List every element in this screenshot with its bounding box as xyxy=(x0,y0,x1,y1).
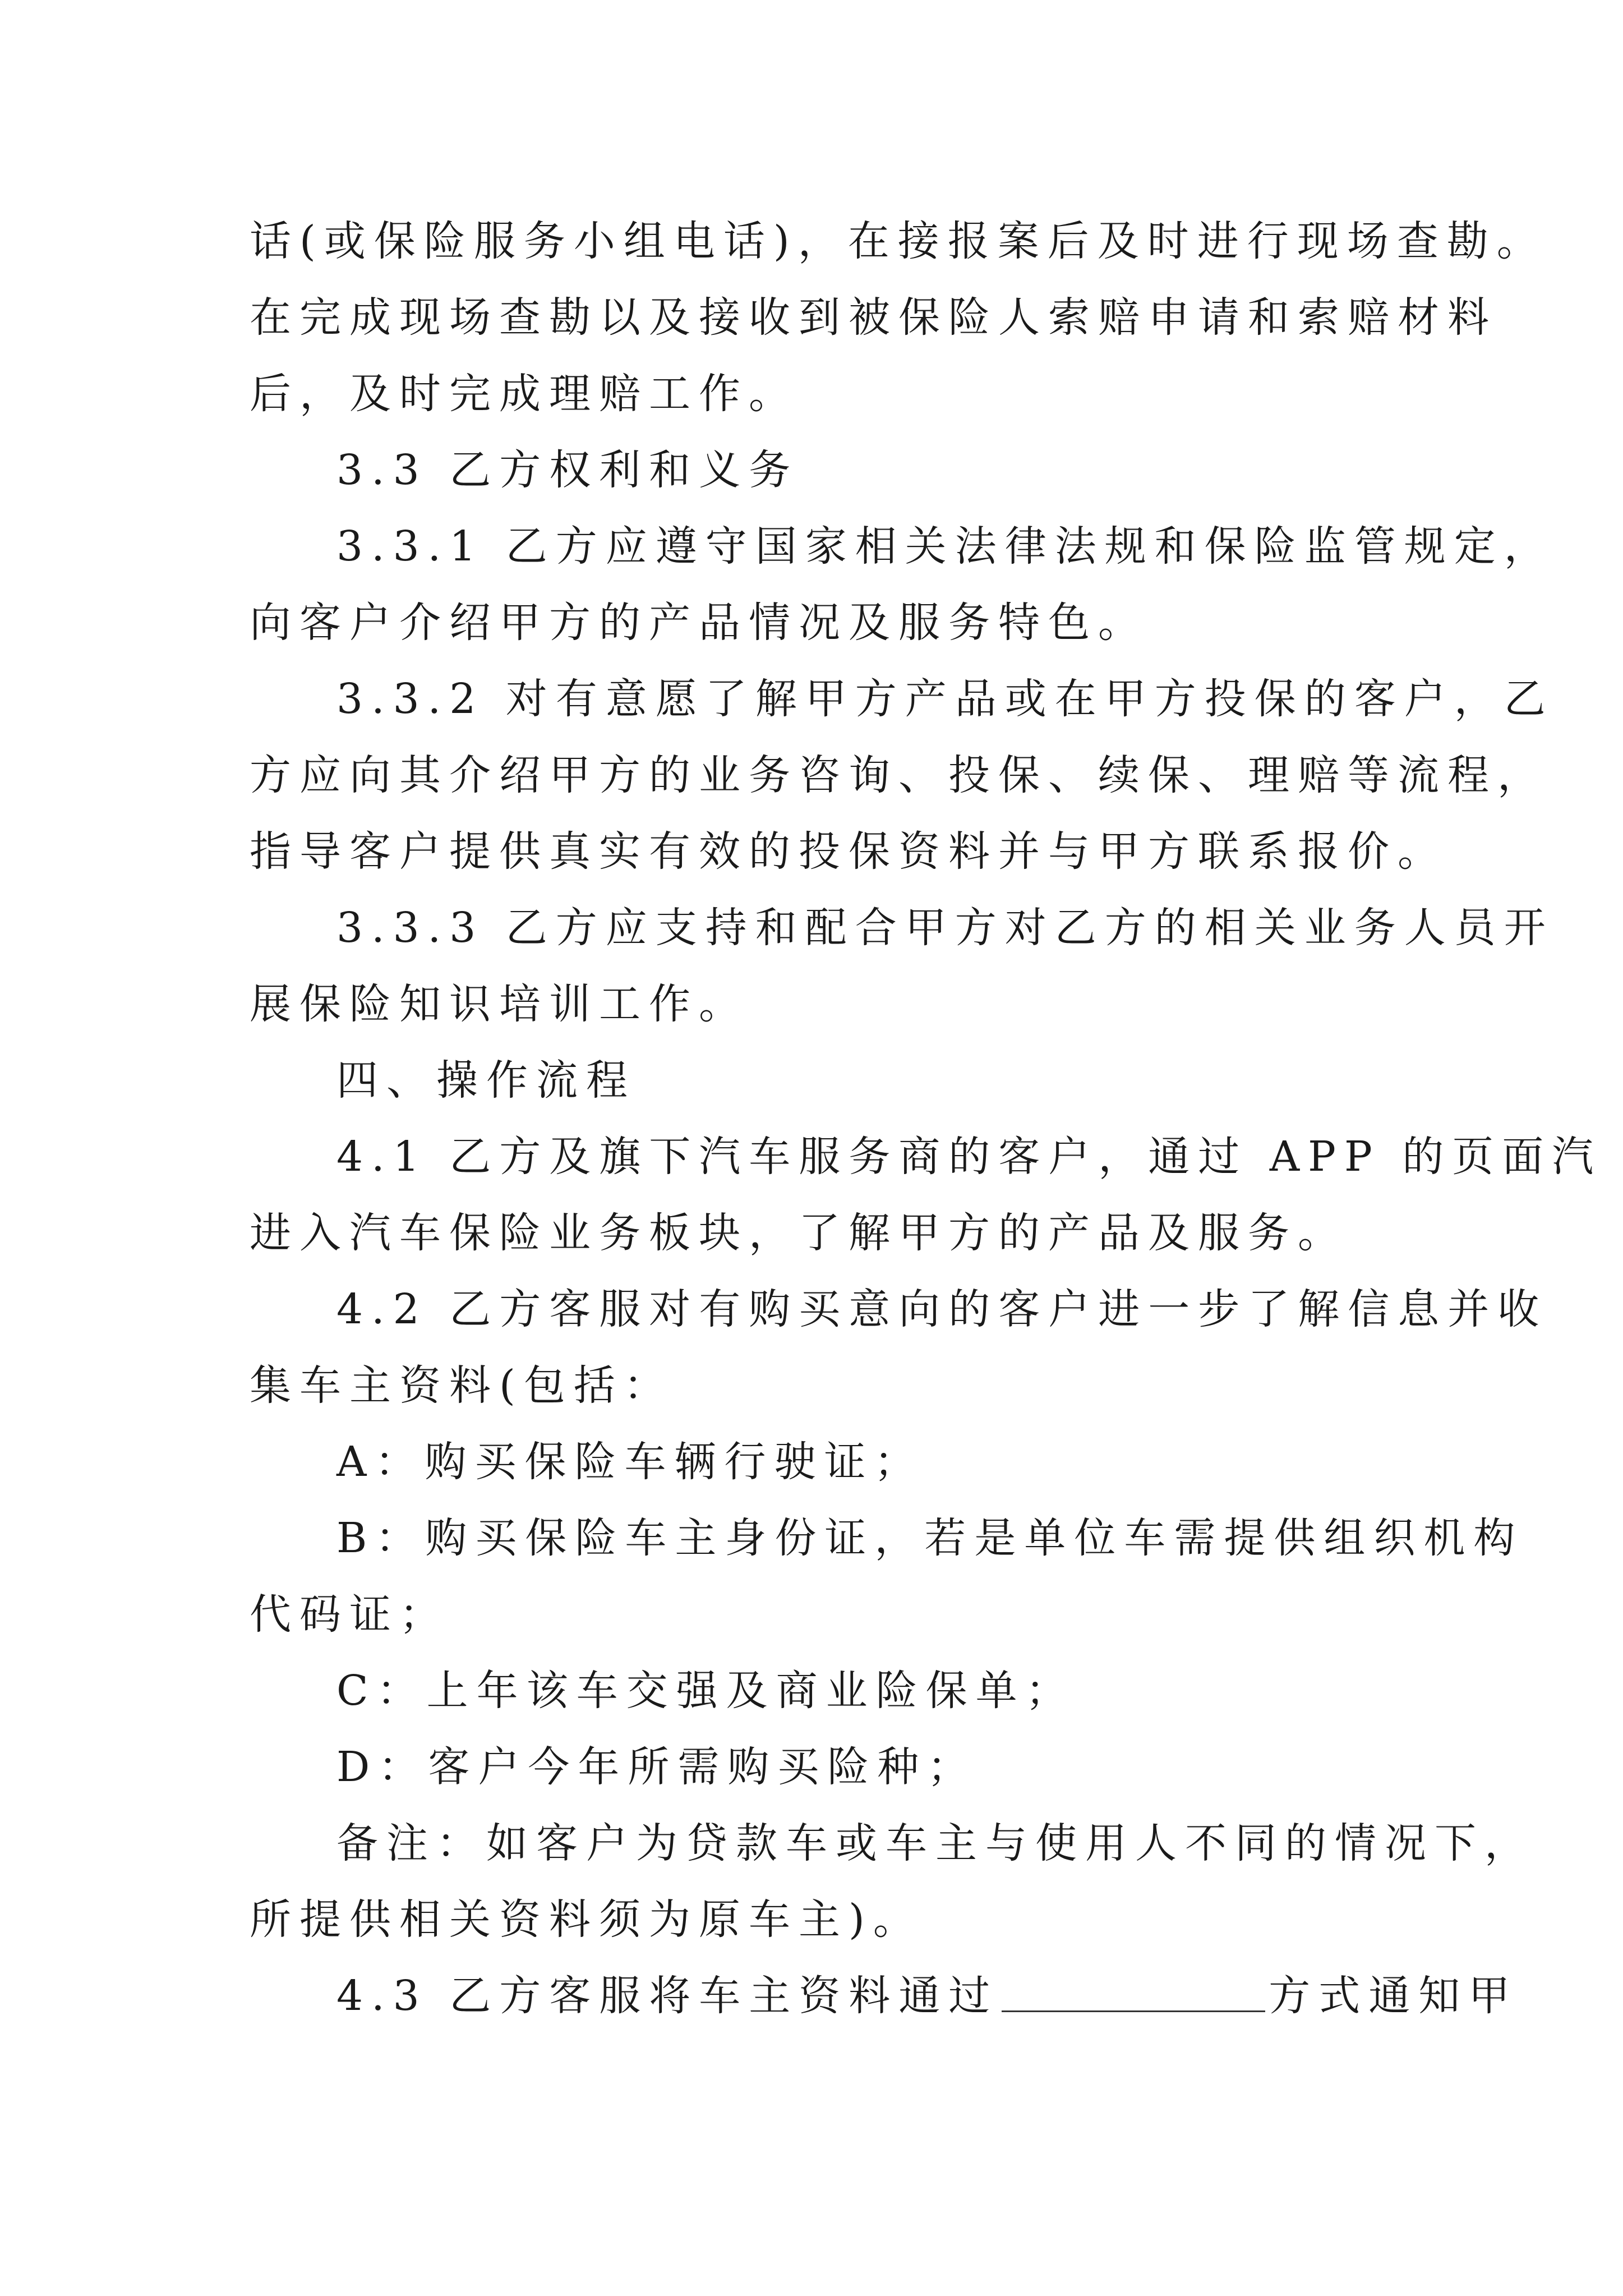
text-line: 指导客户提供真实有效的投保资料并与甲方联系报价。 xyxy=(250,827,1447,876)
text-line: 所提供相关资料须为原车主)。 xyxy=(250,1895,923,1944)
text-line: 进入汽车保险业务板块，了解甲方的产品及服务。 xyxy=(250,1209,1348,1257)
list-item: C：上年该车交强及商业险保单； xyxy=(336,1667,1076,1715)
text-line: 后，及时完成理赔工作。 xyxy=(250,370,799,418)
text-after-blank: 方式通知甲 xyxy=(1269,1972,1519,2020)
section-heading: 四、操作流程 xyxy=(336,1056,636,1105)
list-item: A：购买保险车辆行驶证； xyxy=(336,1438,924,1486)
text-before-blank: 4.3 乙方客服将车主资料通过 xyxy=(336,1972,999,2020)
note-line: 备注：如客户为贷款车或车主与使用人不同的情况下， xyxy=(336,1819,1534,1867)
text-line: 展保险知识培训工作。 xyxy=(250,980,749,1028)
text-line: 话(或保险服务小组电话)，在接报案后及时进行现场查勘。 xyxy=(250,217,1547,265)
text-line-with-blank xyxy=(0,1958,1623,2034)
text-line: 3.3.1 乙方应遵守国家相关法律法规和保险监管规定， xyxy=(336,522,1554,570)
text-line: 3.3.2 对有意愿了解甲方产品或在甲方投保的客户，乙 xyxy=(336,675,1554,723)
text-line: 代码证； xyxy=(250,1590,449,1639)
section-heading: 3.3 乙方权利和义务 xyxy=(336,446,799,494)
list-item: D：客户今年所需购买险种； xyxy=(336,1743,978,1791)
text-line: 集车主资料(包括： xyxy=(250,1361,674,1410)
text-line: 4.2 乙方客服对有购买意向的客户进一步了解信息并收 xyxy=(336,1285,1548,1333)
text-line: 3.3.3 乙方应支持和配合甲方对乙方的相关业务人员开 xyxy=(336,904,1554,952)
text-line: 向客户介绍甲方的产品情况及服务特色。 xyxy=(250,599,1148,647)
fill-in-blank xyxy=(1002,1971,1265,2012)
text-line: 4.1 乙方及旗下汽车服务商的客户，通过 APP 的页面汽 xyxy=(336,1133,1602,1181)
text-line: 在完成现场查勘以及接收到被保险人索赔申请和索赔材料 xyxy=(250,293,1497,342)
text-line: 方应向其介绍甲方的业务咨询、投保、续保、理赔等流程， xyxy=(250,751,1547,799)
list-item: B：购买保险车主身份证，若是单位车需提供组织机构 xyxy=(336,1514,1524,1562)
